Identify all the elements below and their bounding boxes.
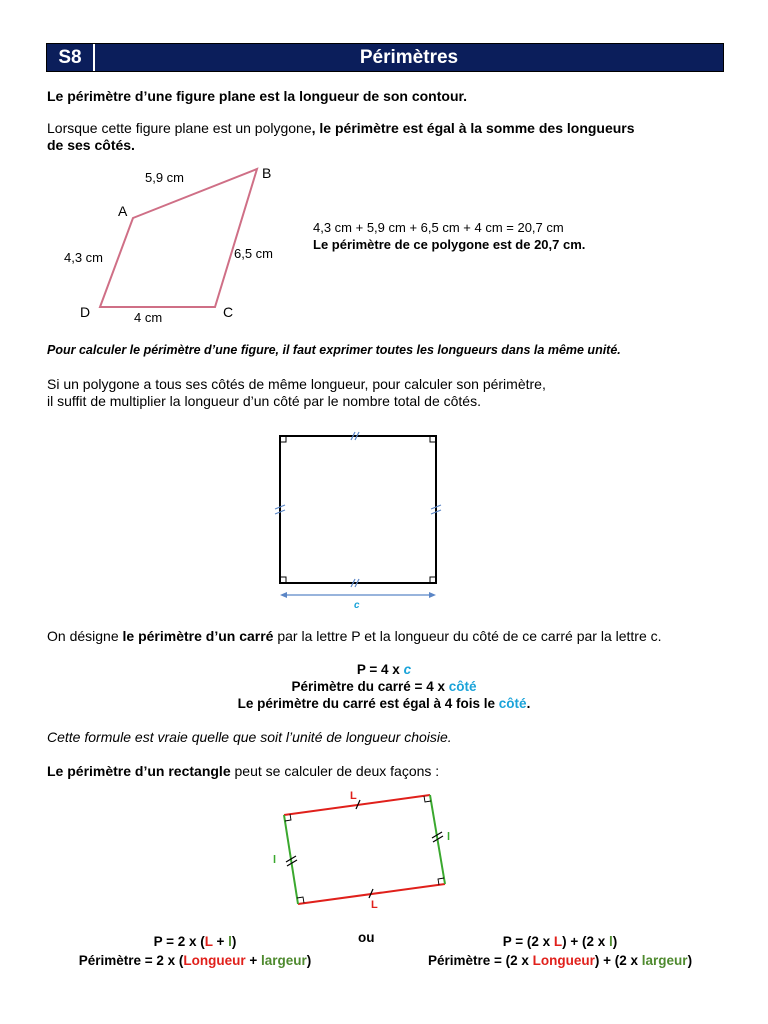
vertex-label-d: D — [80, 304, 91, 320]
definition-text: Le périmètre d’une figure plane est la longueur de son contour. — [47, 88, 468, 104]
length-label-ab: 5,9 cm — [145, 170, 185, 185]
rectangle-formula-right — [400, 932, 720, 970]
rect-label-bottom: L — [371, 899, 378, 911]
arrow-head-right — [429, 592, 436, 598]
square-tick-marks — [275, 432, 441, 587]
rectangle-intro — [47, 763, 439, 779]
rect-formula-right-2: Périmètre = (2 x Longueur) + (2 x largeur) — [427, 953, 693, 968]
regular-polygon-line2: il suffit de multiplier la longueur d’un côté par le nombre total de côtés. — [47, 393, 481, 409]
square-formula-1: P = 4 x c — [356, 662, 412, 677]
rectangle-side-top — [284, 795, 430, 815]
rectangle-intro-part1: Le périmètre d’un rectangle — [47, 763, 231, 779]
polygon-outline — [100, 169, 257, 307]
length-label-bc: 6,5 cm — [234, 246, 274, 261]
unit-note: Pour calculer le périmètre d’une figure, il faut exprimer toutes les longueurs dans la même unité. — [47, 343, 621, 357]
rect-label-left: l — [273, 854, 277, 866]
section-header — [46, 43, 724, 72]
square-formula-3: Le périmètre du carré est égal à 4 fois le côté. — [237, 696, 531, 711]
square-side-label: c — [354, 600, 360, 611]
square-outline — [280, 436, 436, 583]
designation-part2: le périmètre d’un carré — [122, 628, 274, 644]
square-formula-block — [0, 661, 768, 712]
arrow-head-left — [280, 592, 287, 598]
designation-part3: par la lettre P et la longueur du côté de ce carré par la lettre c. — [273, 628, 662, 644]
page-title: Périmètres — [359, 47, 459, 68]
polygon-intro-part3: de ses côtés. — [47, 137, 135, 153]
regular-polygon-text — [47, 376, 546, 410]
rect-formula-left-1: P = 2 x (L + l) — [153, 934, 237, 949]
rectangle-intro-part2: peut se calculer de deux façons : — [230, 763, 440, 779]
regular-polygon-line1: Si un polygone a tous ses côtés de même longueur, pour calculer son périmètre, — [47, 376, 546, 392]
polygon-intro-part1: Lorsque cette figure plane est un polygone — [47, 120, 312, 136]
polygon-intro-part2: , le périmètre est égal à la somme des longueurs — [311, 120, 635, 136]
polygon-result: Le périmètre de ce polygone est de 20,7 cm. — [313, 237, 586, 252]
rect-formula-left-2: Périmètre = 2 x (Longueur + largeur) — [78, 953, 312, 968]
length-label-da: 4,3 cm — [64, 250, 104, 265]
vertex-label-c: C — [223, 304, 234, 320]
rectangle-formula-left — [40, 932, 350, 970]
square-figure — [260, 425, 460, 615]
polygon-sum: 4,3 cm + 5,9 cm + 6,5 cm + 4 cm = 20,7 cm — [313, 220, 564, 235]
square-designation — [47, 628, 662, 644]
square-formula-2: Périmètre du carré = 4 x côté — [291, 679, 477, 694]
rect-label-top: L — [350, 790, 357, 802]
polygon-figure — [40, 160, 310, 335]
polygon-intro — [47, 120, 727, 154]
unit-note-2: Cette formule est vraie quelle que soit l’unité de longueur choisie. — [47, 729, 452, 745]
or-text: ou — [358, 930, 375, 945]
rectangle-figure — [260, 782, 470, 917]
rect-label-right: l — [447, 831, 451, 843]
designation-part1: On désigne — [47, 628, 123, 644]
rectangle-tick-marks — [286, 800, 443, 898]
vertex-label-a: A — [118, 203, 128, 219]
section-code: S8 — [47, 44, 95, 71]
rect-formula-right-1: P = (2 x L) + (2 x l) — [502, 934, 618, 949]
vertex-label-b: B — [262, 165, 272, 181]
length-label-cd: 4 cm — [134, 310, 163, 325]
